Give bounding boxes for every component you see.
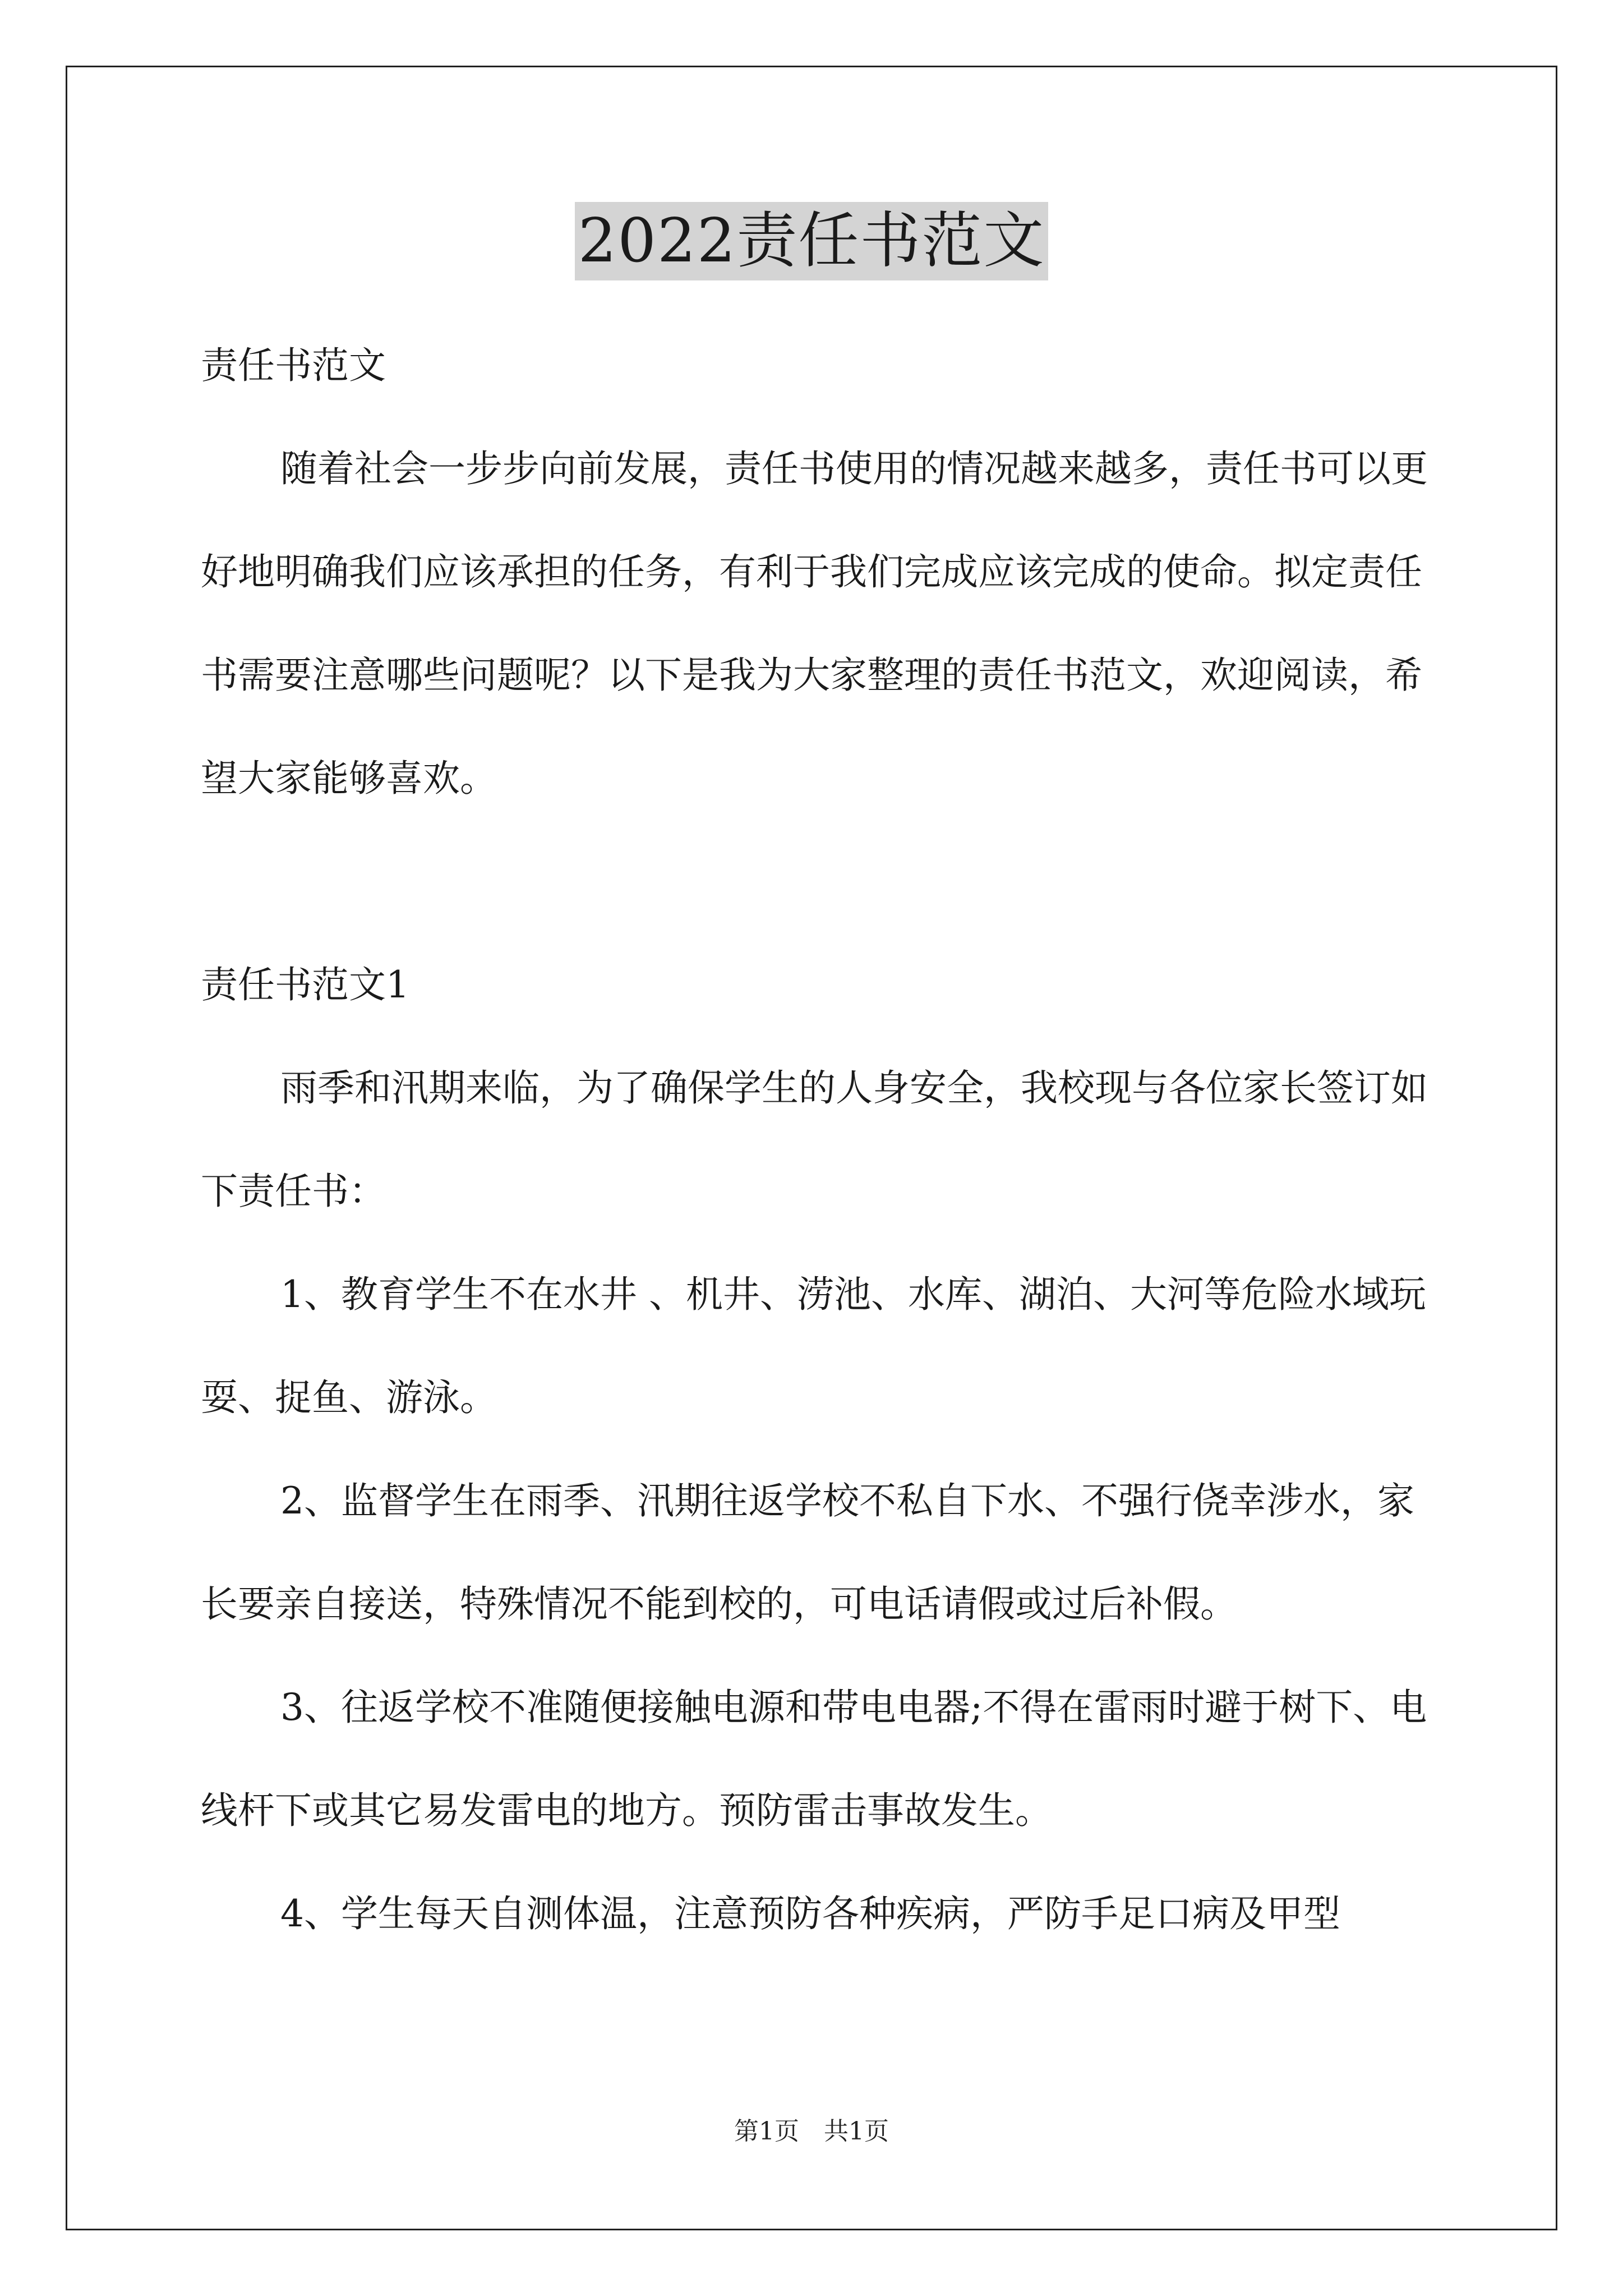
body-paragraph: 1、教育学生不在水井 、机井、涝池、水库、湖泊、大河等危险水域玩耍、捉鱼、游泳。: [201, 1273, 1426, 1419]
section-heading: 责任书范文1: [201, 963, 409, 1006]
spacer: [201, 830, 1429, 933]
page-number: 第1页: [734, 2117, 799, 2146]
body-paragraph: 2、监督学生在雨季、汛期往返学校不私自下水、不强行侥幸涉水，家长要亲自接送，特殊情况不能到校的，可电话请假或过后补假。: [201, 1479, 1414, 1626]
intro-paragraph: 随着社会一步步向前发展，责任书使用的情况越来越多，责任书可以更好地明确我们应该承担的任务，有利于我们完成应该完成的使命。拟定责任书需要注意哪些问题呢？以下是我为大家整理的责任书范文，欢迎阅读，希望大家能够喜欢。: [201, 447, 1428, 800]
body-paragraph: 3、往返学校不准随便接触电源和带电电器;不得在雷雨时避于树下、电线杆下或其它易发雷电的地方。预防雷击事故发生。: [201, 1686, 1427, 1832]
document-body: [201, 314, 1429, 1966]
intro-heading: 责任书范文: [201, 344, 386, 387]
title-container: [0, 202, 1623, 280]
page-total: 共1页: [824, 2117, 889, 2146]
document-title: 2022责任书范文: [575, 202, 1049, 280]
body-paragraph: 雨季和汛期来临，为了确保学生的人身安全，我校现与各位家长签订如下责任书：: [201, 1066, 1428, 1213]
body-paragraph: 4、学生每天自测体温，注意预防各种疾病，严防手足口病及甲型: [280, 1892, 1340, 1935]
page-footer: [0, 2115, 1623, 2148]
